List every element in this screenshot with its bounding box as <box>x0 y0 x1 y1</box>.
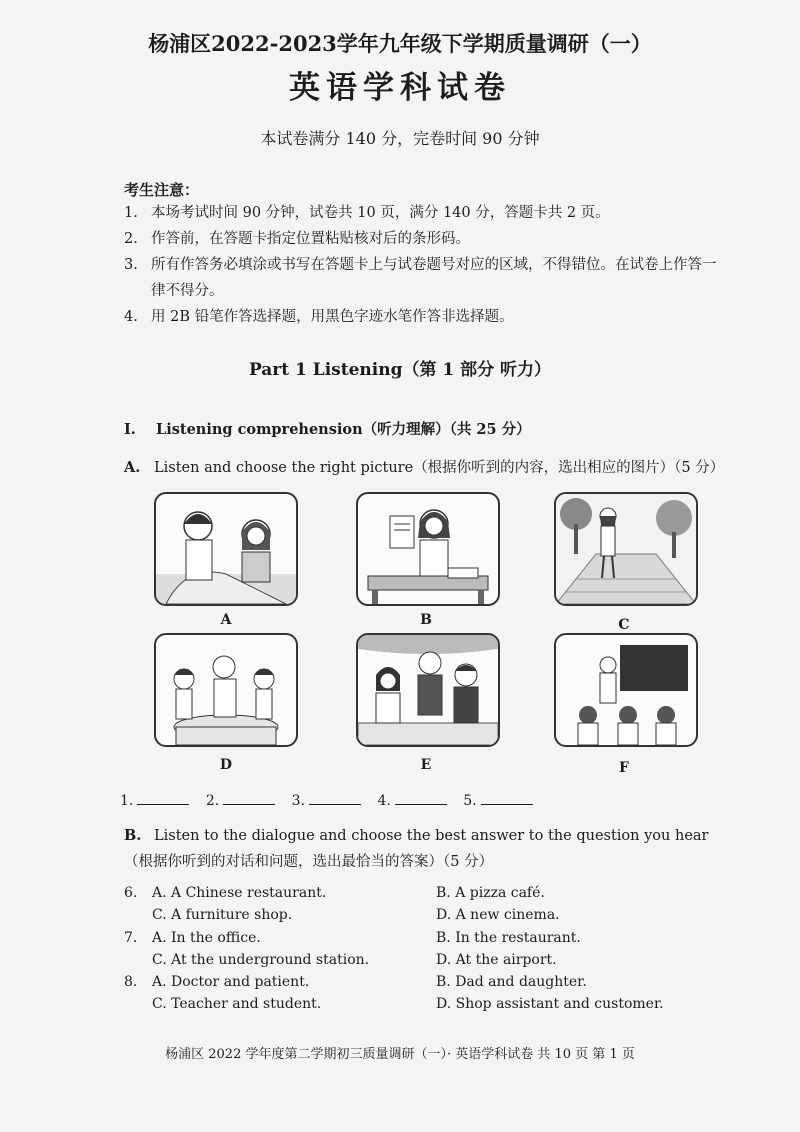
picture-a-doctor-patient <box>154 492 298 606</box>
question-row <box>124 974 309 990</box>
blank-number: 1. <box>120 793 134 809</box>
option-b: B. In the restaurant. <box>436 930 581 946</box>
notice-number: 1. <box>124 205 138 221</box>
picture-d-family-dinner <box>154 633 298 747</box>
section-title: Listening comprehension（听力理解）（共 25 分） <box>156 421 531 438</box>
notice-text: 作答前，在答题卡指定位置粘贴核对后的条形码。 <box>151 231 470 247</box>
notice-text: 所有作答务必填涂或书写在答题卡上与试卷题号对应的区域，不得错位。在试卷上作答一律不得分。 <box>151 257 717 299</box>
notice-item <box>124 252 724 304</box>
doctor-patient-illustration <box>156 494 296 604</box>
exam-title-line1: 杨浦区2022-2023学年九年级下学期质量调研（一） <box>148 31 652 56</box>
part-title: Part 1 Listening（第 1 部分 听力） <box>248 360 552 380</box>
answer-blank-5[interactable] <box>481 792 533 805</box>
picture-label: F <box>619 760 629 776</box>
park-walk-illustration <box>556 494 696 604</box>
notice-item <box>124 200 724 226</box>
subsection-label: B. <box>124 827 142 844</box>
blank-number: 4. <box>377 793 391 809</box>
family-table-illustration <box>156 635 296 745</box>
picture-label: A <box>220 612 232 628</box>
answer-blanks <box>120 792 545 809</box>
option-b: B. A pizza café. <box>436 885 545 901</box>
picture-label: E <box>420 757 432 773</box>
subsection-a-instruction <box>124 456 724 477</box>
question-number: 6. <box>124 885 138 901</box>
blank-number: 2. <box>205 793 220 809</box>
notice-heading: 考生注意： <box>124 181 200 199</box>
notice-number: 2. <box>124 231 138 247</box>
option-d: D. Shop assistant and customer. <box>436 996 664 1012</box>
page-footer: 杨浦区 2022 学年度第二学期初三质量调研（一）· 英语学科试卷 共 10 页 第 1 页 <box>165 1047 635 1062</box>
option-d: D. At the airport. <box>436 952 557 968</box>
answer-blank-2[interactable] <box>223 792 275 805</box>
question-row <box>124 885 326 901</box>
picture-b-reading-woman <box>356 492 500 606</box>
option-c: C. At the underground station. <box>152 952 370 968</box>
option-a: A. A Chinese restaurant. <box>152 885 327 901</box>
exam-score-time: 本试卷满分 140 分，完卷时间 90 分钟 <box>260 129 540 148</box>
subsection-text: Listen and choose the right picture（根据你听到的内容，选出相应的图片）（5 分） <box>154 460 725 476</box>
picture-label: D <box>219 757 233 773</box>
section-number: I. <box>124 421 136 438</box>
notice-item <box>124 226 724 252</box>
notice-text: 本场考试时间 90 分钟，试卷共 10 页，满分 140 分，答题卡共 2 页。 <box>151 205 610 221</box>
notice-number: 4. <box>124 309 138 325</box>
answer-blank-4[interactable] <box>395 792 447 805</box>
question-number: 8. <box>124 974 138 990</box>
blank-number: 3. <box>291 793 305 809</box>
restaurant-waiter-illustration <box>358 635 498 745</box>
option-a: A. Doctor and patient. <box>152 974 310 990</box>
option-a: A. In the office. <box>152 930 261 946</box>
subsection-label: A. <box>124 459 141 476</box>
section-heading <box>124 418 531 439</box>
blank-number: 5. <box>463 793 477 809</box>
subsection-b-instruction <box>124 823 724 875</box>
notice-text: 用 2B 铅笔作答选择题，用黑色字迹水笔作答非选择题。 <box>151 309 514 325</box>
picture-e-restaurant-waiter <box>356 633 500 747</box>
question-number: 7. <box>124 930 138 946</box>
exam-title-subject: 英语学科试卷 <box>289 70 511 106</box>
notice-number: 3. <box>124 257 138 273</box>
picture-f-classroom <box>554 633 698 747</box>
classroom-illustration <box>556 635 696 745</box>
option-b: B. Dad and daughter. <box>436 974 587 990</box>
option-c: C. Teacher and student. <box>152 996 322 1012</box>
picture-c-park-walk <box>554 492 698 606</box>
woman-with-paper-illustration <box>358 494 498 604</box>
option-d: D. A new cinema. <box>436 907 560 923</box>
picture-label: B <box>420 612 432 628</box>
question-row <box>124 930 261 946</box>
picture-label: C <box>618 617 630 633</box>
answer-blank-3[interactable] <box>309 792 361 805</box>
option-c: C. A furniture shop. <box>152 907 293 923</box>
notice-item <box>124 304 724 330</box>
answer-blank-1[interactable] <box>137 792 189 805</box>
notice-list <box>124 200 724 330</box>
subsection-text: Listen to the dialogue and choose the best answer to the question you hear（根据你听到的对话和问题，选出最恰当的答案）（5 分） <box>124 828 709 870</box>
